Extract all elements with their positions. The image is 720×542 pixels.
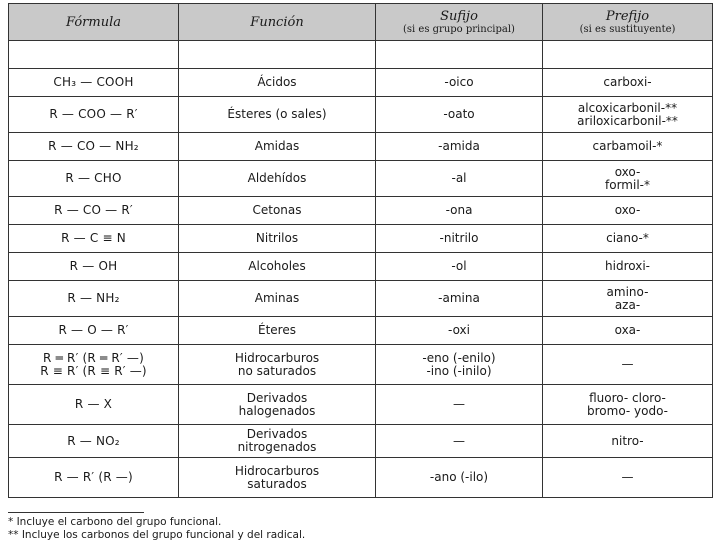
function-cell-line: Ésteres (o sales) [227, 107, 327, 121]
prefix-cell [543, 345, 713, 385]
function-cell [179, 345, 376, 385]
prefix-cell [543, 133, 713, 161]
prefix-cell [543, 161, 713, 197]
prefix-cell [543, 197, 713, 225]
formula-cell [9, 69, 179, 97]
header-funcion: Función [179, 4, 376, 41]
suffix-cell-line: -ona [445, 203, 473, 217]
prefix-cell-line: hidroxi- [605, 259, 650, 273]
prefix-cell-line: ciano-* [606, 231, 649, 245]
formula-cell [9, 317, 179, 345]
header-sufijo: Sufijo (si es grupo principal) [376, 4, 543, 41]
formula-cell [9, 425, 179, 458]
suffix-cell-line: -oxi [448, 323, 470, 337]
suffix-cell-line: — [453, 433, 465, 448]
formula-cell-line: R — X [74, 397, 113, 411]
formula-cell-line: R — R′ (R —) [54, 470, 133, 484]
formula-cell-line: R — C ≡ N [61, 231, 126, 245]
formula-cell [9, 253, 179, 281]
suffix-cell-line: -oico [444, 75, 474, 89]
suffix-cell-line: — [453, 397, 465, 411]
prefix-cell-line: fluoro- cloro- [589, 390, 666, 405]
table-row [9, 385, 713, 425]
suffix-cell [376, 133, 543, 161]
header-prefijo: Prefijo (si es sustituyente) [543, 4, 713, 41]
formula-cell [9, 281, 179, 317]
header-formula: Fórmula [9, 4, 179, 41]
formula-cell-line: R — CHO [65, 171, 122, 185]
function-cell-line: nitrogenados [237, 440, 317, 454]
suffix-cell-line: -ano (-ilo) [429, 470, 489, 484]
function-cell [179, 317, 376, 345]
suffix-cell [376, 225, 543, 253]
function-cell [179, 385, 376, 425]
prefix-cell-line: carboxi- [603, 75, 652, 89]
function-cell-line: no saturados [237, 363, 317, 378]
prefix-cell-line: aza- [614, 297, 641, 312]
suffix-cell-line: -al [451, 171, 467, 185]
function-cell-line: Aminas [254, 291, 300, 305]
prefix-cell-line: oxo- [614, 203, 641, 217]
footnotes [8, 512, 712, 542]
formula-cell-line: R ≡ R′ (R ≡ R′ —) [40, 363, 147, 378]
function-cell [179, 281, 376, 317]
suffix-cell [376, 253, 543, 281]
suffix-cell-line: -oato [443, 107, 475, 121]
suffix-cell [376, 161, 543, 197]
function-cell [179, 425, 376, 458]
table-row [9, 69, 713, 97]
functional-groups-table [8, 3, 713, 498]
function-cell [179, 197, 376, 225]
suffix-cell [376, 97, 543, 133]
footnote-single-star: * Incluye el carbono del grupo funcional. [8, 516, 222, 528]
function-cell-line: Alcoholes [248, 259, 306, 273]
suffix-cell-line: -amida [438, 139, 480, 153]
function-cell [179, 97, 376, 133]
function-cell-line: Cetonas [252, 203, 302, 217]
suffix-cell-line: -amina [438, 291, 480, 305]
suffix-cell-line: -eno (-enilo) [422, 350, 496, 365]
table-row [9, 225, 713, 253]
formula-cell-line: CH₃ — COOH [53, 75, 134, 89]
formula-cell-line: R — OH [69, 259, 118, 273]
function-cell-line: Nitrilos [255, 231, 299, 245]
prefix-cell [543, 69, 713, 97]
formula-cell-line: R — NH₂ [67, 291, 120, 305]
prefix-cell [543, 281, 713, 317]
suffix-cell [376, 317, 543, 345]
function-cell [179, 69, 376, 97]
table-row [9, 317, 713, 345]
function-cell-line: saturados [247, 476, 307, 491]
table-row [9, 133, 713, 161]
formula-cell [9, 345, 179, 385]
prefix-cell-line: formil-* [605, 177, 650, 192]
formula-cell [9, 133, 179, 161]
prefix-cell-line: oxa- [614, 323, 641, 337]
prefix-cell [543, 317, 713, 345]
suffix-cell-line: -nitrilo [439, 231, 479, 245]
function-cell-line: Derivados [246, 390, 308, 405]
formula-cell-line: R — COO — R′ [49, 107, 138, 121]
prefix-cell [543, 253, 713, 281]
footnote-rule [8, 512, 144, 513]
functional-groups-sheet [8, 3, 712, 542]
prefix-cell-line: ariloxicarbonil-** [577, 113, 678, 128]
prefix-cell-line: amino- [606, 284, 649, 299]
formula-cell-line: R — CO — R′ [54, 203, 133, 217]
function-cell-line: Aldehídos [247, 171, 307, 185]
prefix-cell [543, 225, 713, 253]
table-row [9, 97, 713, 133]
suffix-cell [376, 345, 543, 385]
formula-cell [9, 458, 179, 498]
table-row [9, 253, 713, 281]
prefix-cell-line: alcoxicarbonil-** [577, 100, 678, 115]
function-cell-line: Éteres [258, 323, 296, 337]
formula-cell-line: R ═ R′ (R ═ R′ —) [43, 350, 144, 365]
table-body [9, 41, 713, 498]
function-cell-line: Amidas [254, 139, 300, 153]
table-row [9, 197, 713, 225]
prefix-cell-line: nitro- [611, 433, 644, 448]
prefix-cell [543, 425, 713, 458]
suffix-cell-line: -ol [451, 259, 467, 273]
formula-cell-line: R — NO₂ [67, 433, 120, 448]
formula-cell [9, 161, 179, 197]
formula-cell [9, 97, 179, 133]
header-spacer [9, 41, 713, 69]
formula-cell [9, 385, 179, 425]
formula-cell-line: R — CO — NH₂ [48, 139, 139, 153]
function-cell-line: Hidrocarburos [234, 463, 320, 478]
suffix-cell [376, 69, 543, 97]
suffix-cell [376, 385, 543, 425]
function-cell [179, 161, 376, 197]
suffix-cell [376, 197, 543, 225]
function-cell-line: Derivados [246, 427, 308, 441]
prefix-cell-line: — [621, 470, 634, 484]
prefix-cell-line: — [621, 357, 634, 371]
prefix-cell-line: oxo- [614, 164, 641, 179]
footnote-double-star: ** Incluye los carbonos del grupo funcional y del radical. [8, 529, 306, 541]
suffix-cell [376, 458, 543, 498]
function-cell-line: Ácidos [257, 75, 297, 89]
header-row [9, 4, 713, 41]
table-row [9, 345, 713, 385]
function-cell [179, 225, 376, 253]
function-cell-line: halogenados [238, 403, 316, 418]
function-cell [179, 458, 376, 498]
prefix-cell [543, 458, 713, 498]
formula-cell [9, 225, 179, 253]
prefix-cell-line: carbamoil-* [592, 139, 663, 153]
suffix-cell [376, 281, 543, 317]
table-row [9, 458, 713, 498]
suffix-cell-line: -ino (-inilo) [426, 363, 492, 378]
function-cell-line: Hidrocarburos [234, 350, 320, 365]
prefix-cell [543, 385, 713, 425]
table-row [9, 161, 713, 197]
table-row [9, 425, 713, 458]
function-cell [179, 253, 376, 281]
suffix-cell [376, 425, 543, 458]
formula-cell-line: R — O — R′ [58, 323, 129, 337]
function-cell [179, 133, 376, 161]
formula-cell [9, 197, 179, 225]
prefix-cell [543, 97, 713, 133]
prefix-cell-line: bromo- yodo- [587, 403, 668, 418]
table-row [9, 281, 713, 317]
